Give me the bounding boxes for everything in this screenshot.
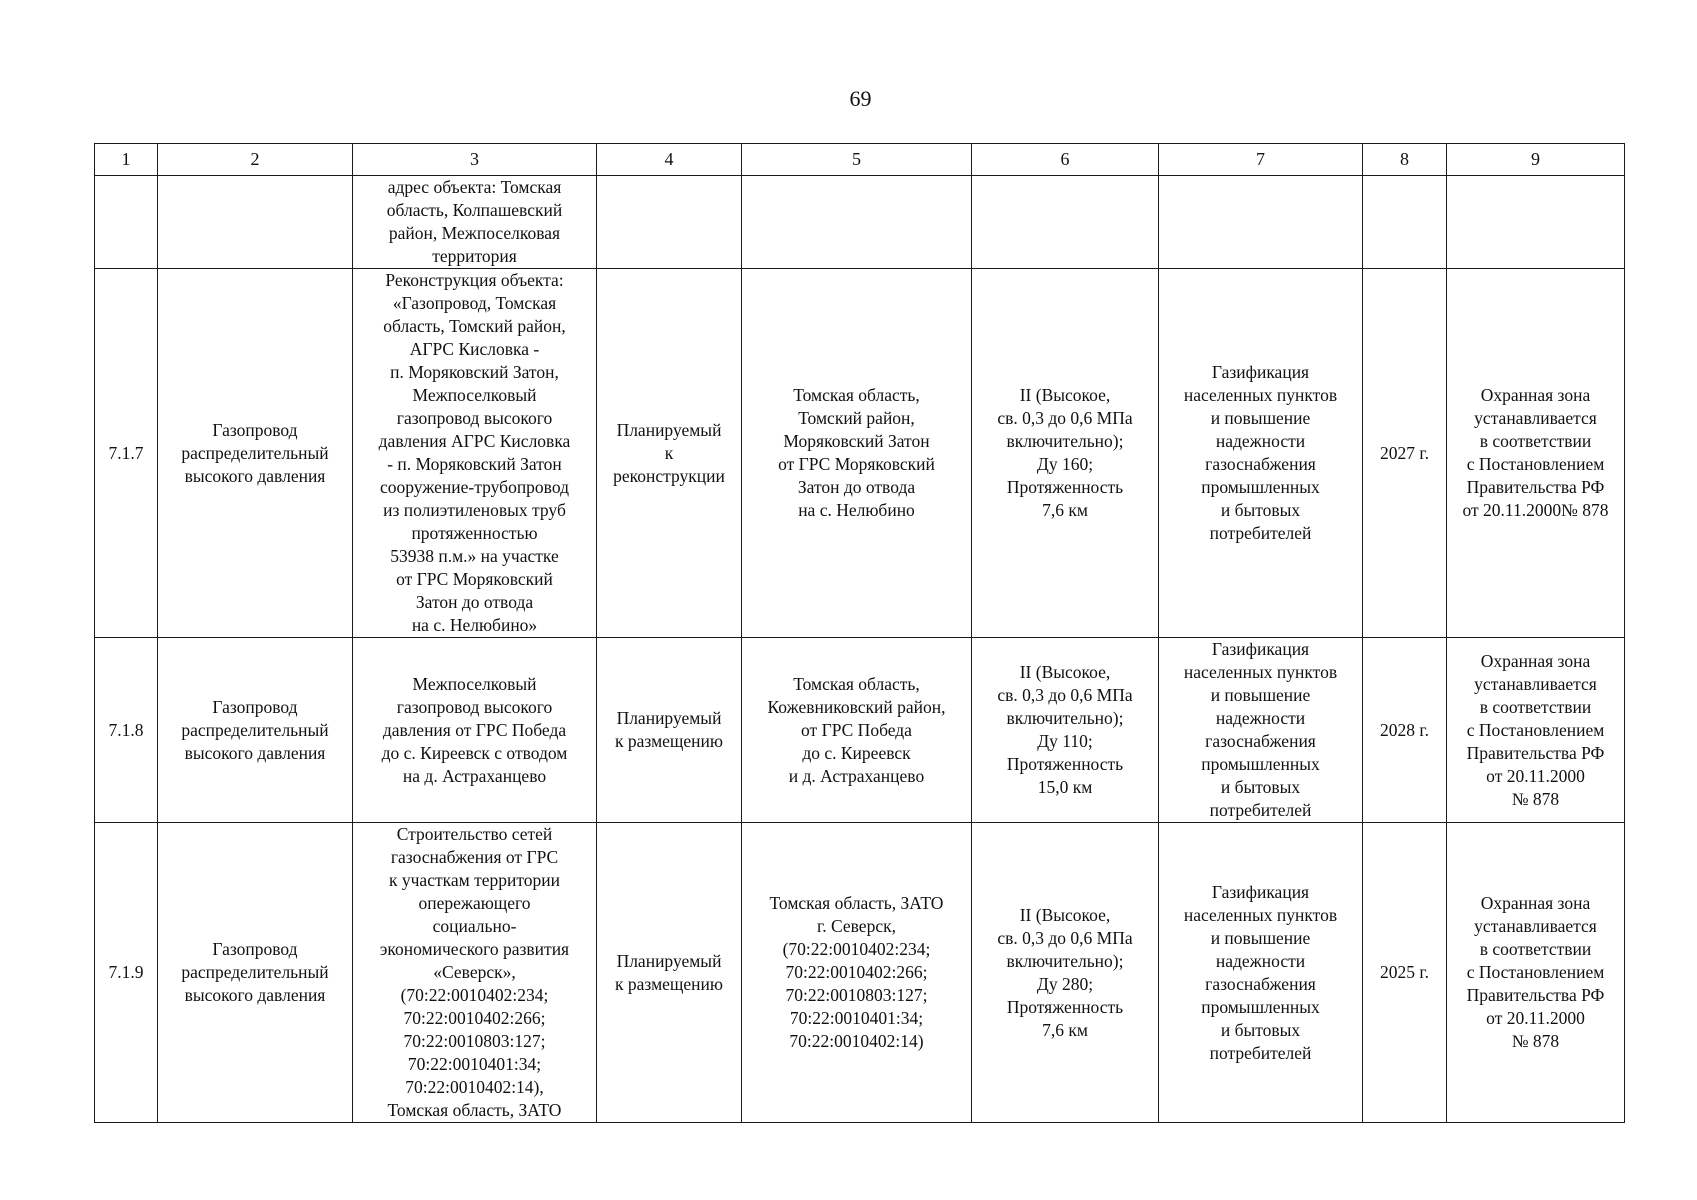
- table-cell-number: 7.1.8: [95, 638, 158, 823]
- table-cell-location: [742, 176, 972, 269]
- table-row-7-1-9: [95, 823, 1625, 1123]
- table-cell-description: Строительство сетей газоснабжения от ГРС к участкам территории опережающего социально- экономического развития «Северск», (70:22:0010402:234; 70:22:0010402:266; 70:22:0010803:127; 70:22:0010401:34; 70:22:0010402:14), Томская область, ЗАТО: [353, 823, 597, 1123]
- table-cell-purpose: [1159, 176, 1363, 269]
- column-header: 7: [1159, 144, 1363, 176]
- table-cell-name: Газопровод распределительный высокого давления: [158, 638, 353, 823]
- column-header: 5: [742, 144, 972, 176]
- table-cell-description: Реконструкция объекта: «Газопровод, Томская область, Томский район, АГРС Кисловка - п. Моряковский Затон, Межпоселковый газопровод высокого давления АГРС Кисловка - п. Моряковский Затон сооружение-трубопровод из полиэтиленовых труб протяженностью 53938 п.м.» на участке от ГРС Моряковский Затон до отвода на с. Нелюбино»: [353, 269, 597, 638]
- column-number-header-row: [95, 144, 1625, 176]
- column-header: 3: [353, 144, 597, 176]
- page-number: 69: [849, 86, 872, 111]
- table-cell-protection-zone: Охранная зона устанавливается в соответствии с Постановлением Правительства РФ от 20.11.2000№ 878: [1447, 269, 1625, 638]
- table-row-7-1-8: [95, 638, 1625, 823]
- gas-pipeline-table: [94, 143, 1625, 1123]
- table-cell-location: Томская область, Кожевниковский район, от ГРС Победа до с. Киреевск и д. Астраханцево: [742, 638, 972, 823]
- table-cell-name: Газопровод распределительный высокого давления: [158, 269, 353, 638]
- column-header: 4: [597, 144, 742, 176]
- table-cell-description: адрес объекта: Томская область, Колпашевский район, Межпоселковая территория: [353, 176, 597, 269]
- table-cell-year: [1363, 176, 1447, 269]
- column-header: 8: [1363, 144, 1447, 176]
- table-cell-protection-zone: [1447, 176, 1625, 269]
- table-row-7-1-7: [95, 269, 1625, 638]
- table-cell-location: Томская область, Томский район, Моряковский Затон от ГРС Моряковский Затон до отвода на с. Нелюбино: [742, 269, 972, 638]
- table-row-continuation: [95, 176, 1625, 269]
- table-cell-purpose: Газификация населенных пунктов и повышение надежности газоснабжения промышленных и бытовых потребителей: [1159, 269, 1363, 638]
- table-cell-location: Томская область, ЗАТО г. Северск, (70:22:0010402:234; 70:22:0010402:266; 70:22:0010803:127; 70:22:0010401:34; 70:22:0010402:14): [742, 823, 972, 1123]
- column-header: 6: [972, 144, 1159, 176]
- column-header: 2: [158, 144, 353, 176]
- table-cell-status: Планируемый к размещению: [597, 638, 742, 823]
- table-cell-name: [158, 176, 353, 269]
- table-cell-characteristics: II (Высокое, св. 0,3 до 0,6 МПа включительно); Ду 280; Протяженность 7,6 км: [972, 823, 1159, 1123]
- table-cell-protection-zone: Охранная зона устанавливается в соответствии с Постановлением Правительства РФ от 20.11.2000 № 878: [1447, 638, 1625, 823]
- table-cell-year: 2025 г.: [1363, 823, 1447, 1123]
- table-cell-number: [95, 176, 158, 269]
- table-cell-number: 7.1.7: [95, 269, 158, 638]
- table-cell-status: [597, 176, 742, 269]
- table-cell-description: Межпоселковый газопровод высокого давления от ГРС Победа до с. Киреевск с отводом на д. Астраханцево: [353, 638, 597, 823]
- table-cell-number: 7.1.9: [95, 823, 158, 1123]
- table-cell-purpose: Газификация населенных пунктов и повышение надежности газоснабжения промышленных и бытовых потребителей: [1159, 638, 1363, 823]
- table-cell-protection-zone: Охранная зона устанавливается в соответствии с Постановлением Правительства РФ от 20.11.2000 № 878: [1447, 823, 1625, 1123]
- table-cell-status: Планируемый к реконструкции: [597, 269, 742, 638]
- table-cell-status: Планируемый к размещению: [597, 823, 742, 1123]
- table-cell-year: 2027 г.: [1363, 269, 1447, 638]
- table-cell-purpose: Газификация населенных пунктов и повышение надежности газоснабжения промышленных и бытовых потребителей: [1159, 823, 1363, 1123]
- table-cell-name: Газопровод распределительный высокого давления: [158, 823, 353, 1123]
- table-cell-characteristics: [972, 176, 1159, 269]
- column-header: 9: [1447, 144, 1625, 176]
- table-cell-characteristics: II (Высокое, св. 0,3 до 0,6 МПа включительно); Ду 160; Протяженность 7,6 км: [972, 269, 1159, 638]
- column-header: 1: [95, 144, 158, 176]
- table-cell-year: 2028 г.: [1363, 638, 1447, 823]
- table-cell-characteristics: II (Высокое, св. 0,3 до 0,6 МПа включительно); Ду 110; Протяженность 15,0 км: [972, 638, 1159, 823]
